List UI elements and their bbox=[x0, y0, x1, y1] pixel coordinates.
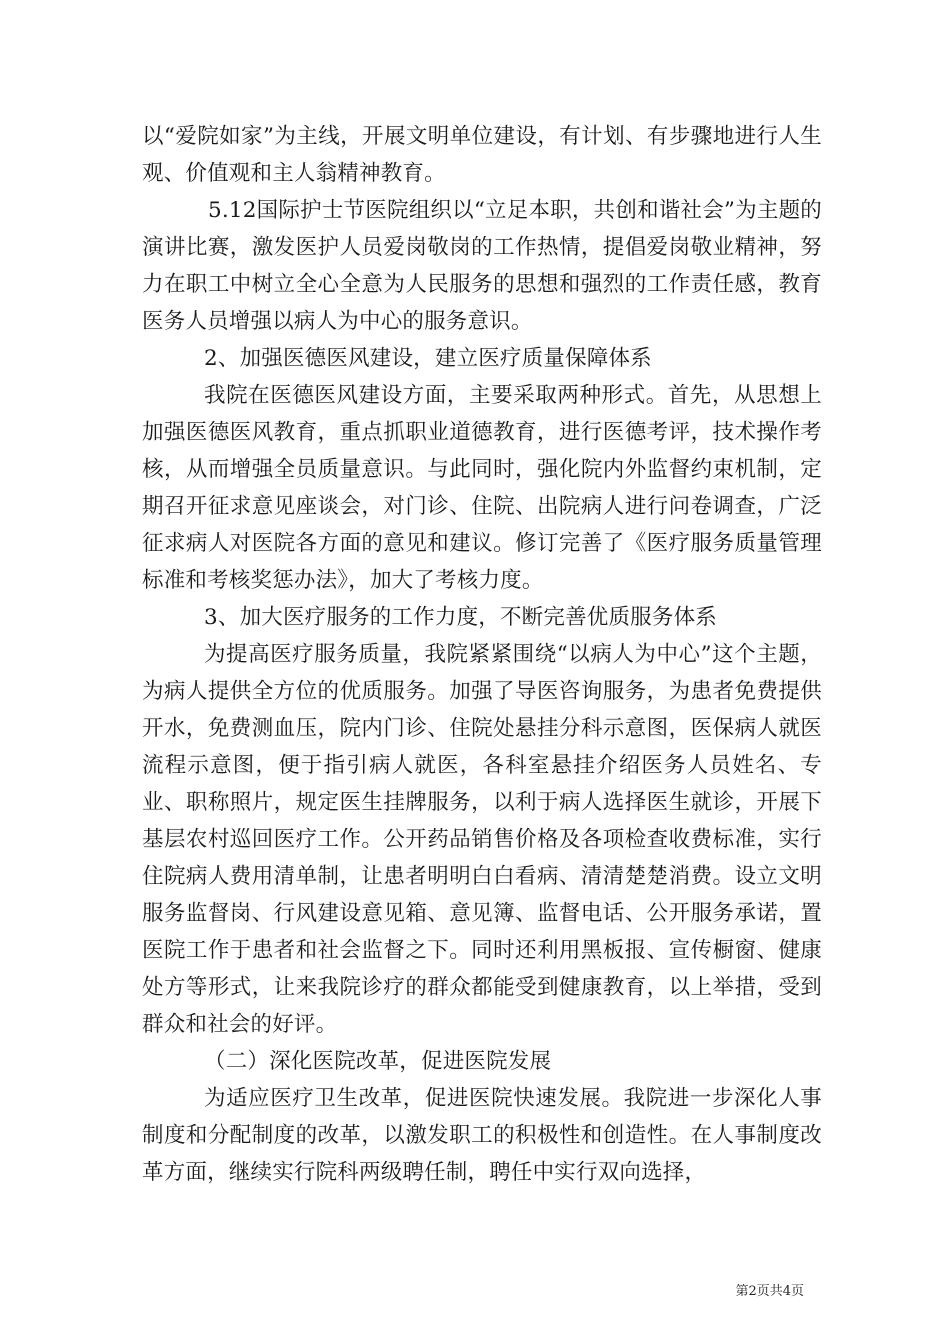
document-body bbox=[142, 118, 822, 1191]
paragraph-intro-continuation: 以“爱院如家”为主线，开展文明单位建设，有计划、有步骤地进行人生观、价值观和主人翁精神教育。 bbox=[142, 124, 822, 186]
section-heading-3: 3、加大医疗服务的工作力度，不断完善优质服务体系 bbox=[204, 605, 717, 630]
section-heading-2: 2、加强医德医风建设，建立医疗质量保障体系 bbox=[204, 346, 652, 371]
paragraph-nurses-day: 5.12国际护士节医院组织以“立足本职，共创和谐社会”为主题的演讲比赛，激发医护人员爱岗敬岗的工作热情，提倡爱岗敬业精神，努力在职工中树立全心全意为人民服务的思想和强烈的工作责任感，教育医务人员增强以病人为中心的服务意识。 bbox=[142, 198, 822, 334]
section-heading-reform: （二）深化医院改革，促进医院发展 bbox=[204, 1049, 552, 1074]
page-number-footer: 第2页共4页 bbox=[735, 1284, 804, 1299]
paragraph-hospital-reform: 为适应医疗卫生改革，促进医院快速发展。我院进一步深化人事制度和分配制度的改革，以激发职工的积极性和创造性。在人事制度改革方面，继续实行院科两级聘任制，聘任中实行双向选择， bbox=[142, 1086, 822, 1185]
paragraph-quality-service: 为提高医疗服务质量，我院紧紧围绕“以病人为中心”这个主题，为病人提供全方位的优质服务。加强了导医咨询服务，为患者免费提供开水，免费测血压，院内门诊、住院处悬挂分科示意图，医保病人就医流程示意图，便于指引病人就医，各科室悬挂介绍医务人员姓名、专业、职称照片，规定医生挂牌服务，以利于病人选择医生就诊，开展下基层农村巡回医疗工作。公开药品销售价格及各项检查收费标准，实行住院病人费用清单制，让患者明明白白看病、清清楚楚消费。设立文明服务监督岗、行风建设意见箱、意见簿、监督电话、公开服务承诺，置医院工作于患者和社会监督之下。同时还利用黑板报、宣传橱窗、健康处方等形式，让来我院诊疗的群众都能受到健康教育，以上举措，受到群众和社会的好评。 bbox=[142, 642, 822, 1037]
paragraph-medical-ethics: 我院在医德医风建设方面，主要采取两种形式。首先，从思想上加强医德医风教育，重点抓职业道德教育，进行医德考评，技术操作考核，从而增强全员质量意识。与此同时，强化院内外监督约束机制，定期召开征求意见座谈会，对门诊、住院、出院病人进行问卷调查，广泛征求病人对医院各方面的意见和建议。修订完善了《医疗服务质量管理标准和考核奖惩办法》，加大了考核力度。 bbox=[142, 383, 822, 593]
